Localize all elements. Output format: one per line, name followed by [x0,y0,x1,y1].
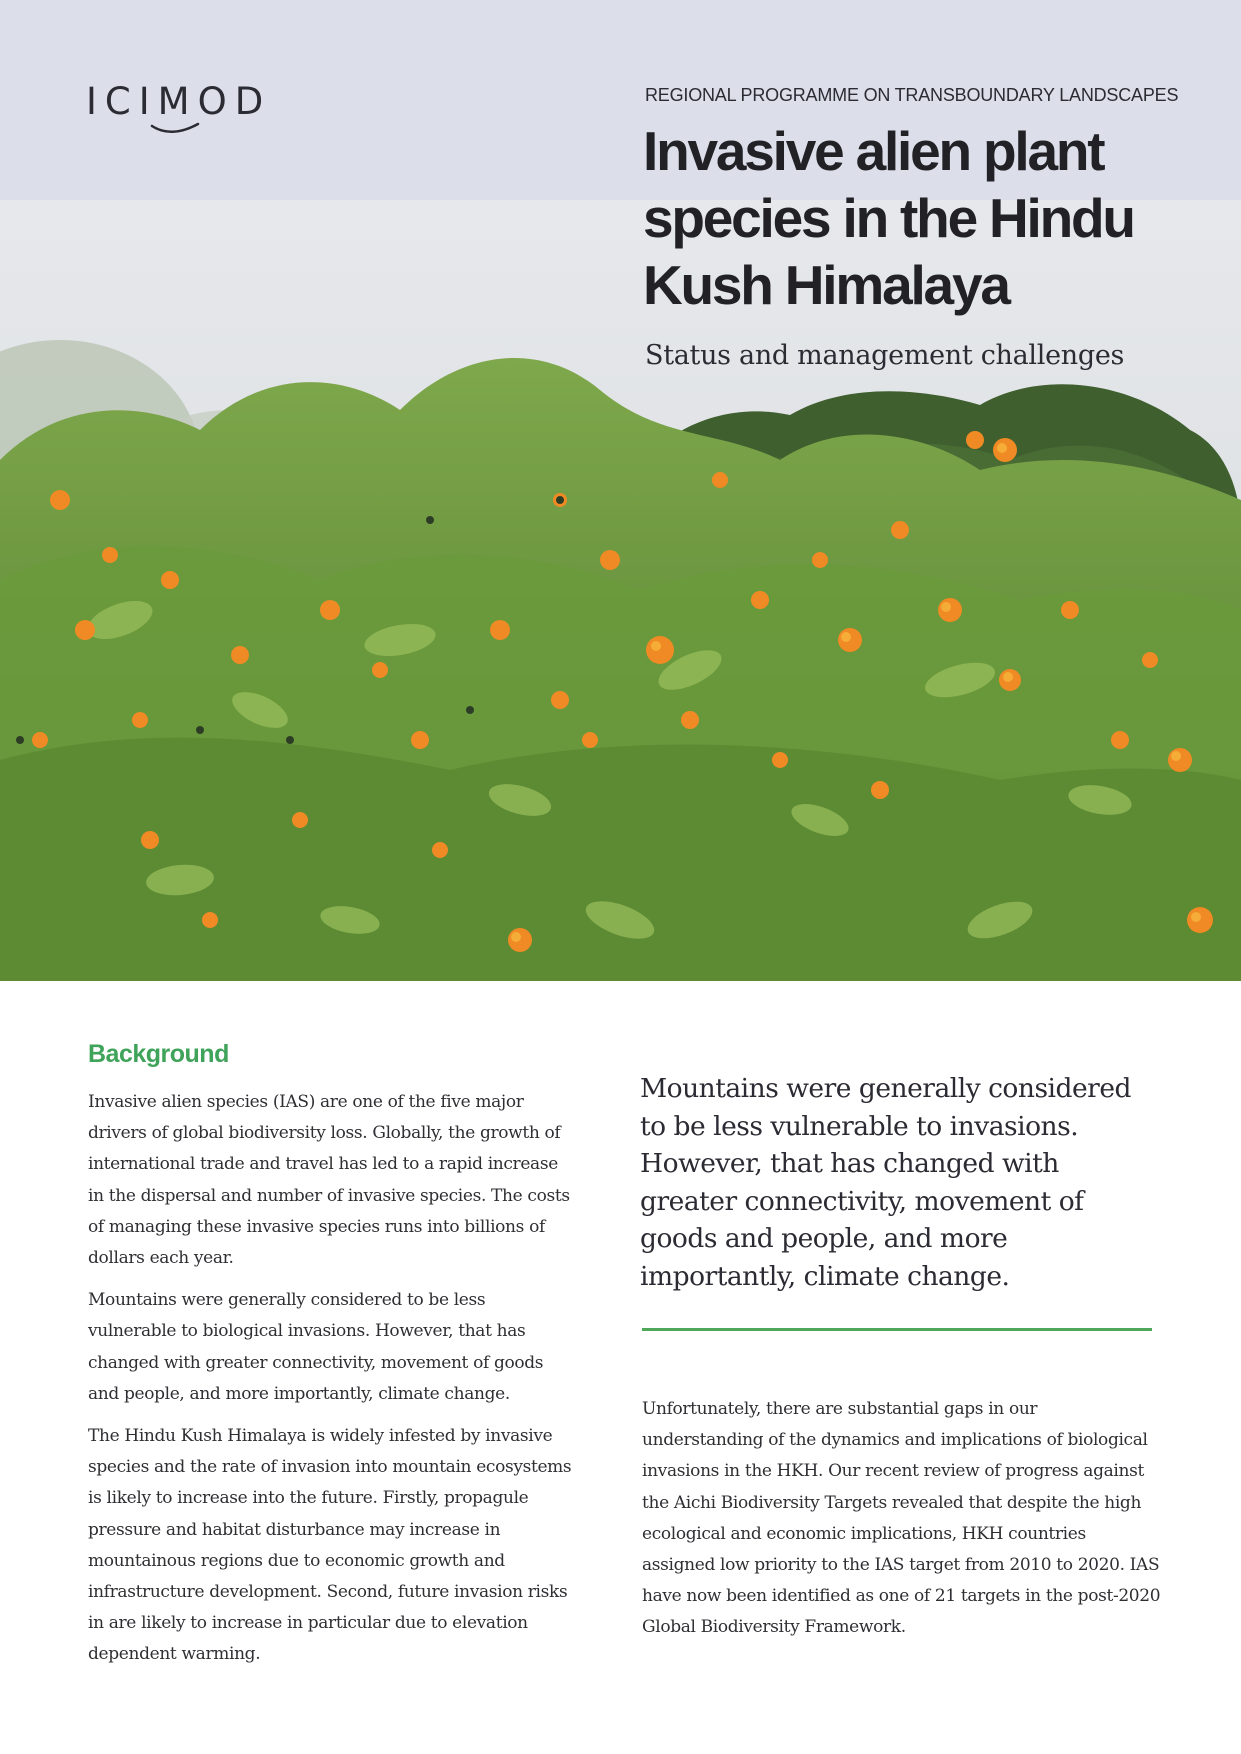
background-paragraph-1: Invasive alien species (IAS) are one of the five major drivers of global biodiversity loss. Globally, the growth of international trade and travel has led to a rapid increase in the dispersal and number of invasive species. The costs of managing these invasive species runs into billions of dollars each year. [88,1092,570,1269]
pull-quote-divider [642,1328,1152,1331]
right-column-paragraph: Unfortunately, there are substantial gaps in our understanding of the dynamics and implications of biological invasions in the HKH. Our recent review of progress against the Aichi Biodiversity Targets revealed that despite the high ecological and economic implications, HKH countries assigned low priority to the IAS target from 2010 to 2020. IAS have now been identified as one of 21 targets in the post-2020 Global Biodiversity Framework. [642,1399,1161,1638]
background-paragraph-3: The Hindu Kush Himalaya is widely infested by invasive species and the rate of invasion into mountain ecosystems is likely to increase into the future. Firstly, propagule pressure and habitat disturbance may increase in mountainous regions due to economic growth and infrastructure development. Second, future invasion risks in are likely to increase in particular due to elevation dependent warming. [88,1426,572,1665]
logo-swoosh-icon [150,122,200,134]
page-subtitle: Status and management challenges [645,340,1125,371]
page-title: Invasive alien plant species in the Hindu Kush Himalaya [643,120,1134,316]
icimod-logo [86,82,276,138]
section-heading-background: Background [88,1040,229,1068]
pull-quote: Mountains were generally considered to be less vulnerable to invasions. However, that has changed with greater connectivity, movement of goods and people, and more importantly, climate change. [640,1073,1131,1292]
left-column [88,1087,578,1682]
logo-wordmark: ICIMOD [86,80,272,123]
right-column [642,1394,1162,1655]
background-paragraph-2: Mountains were generally considered to be less vulnerable to biological invasions. However, that has changed with greater connectivity, movement of goods and people, and more importantly, climate change. [88,1290,544,1404]
programme-label: REGIONAL PROGRAMME ON TRANSBOUNDARY LANDSCAPES [645,85,1179,105]
